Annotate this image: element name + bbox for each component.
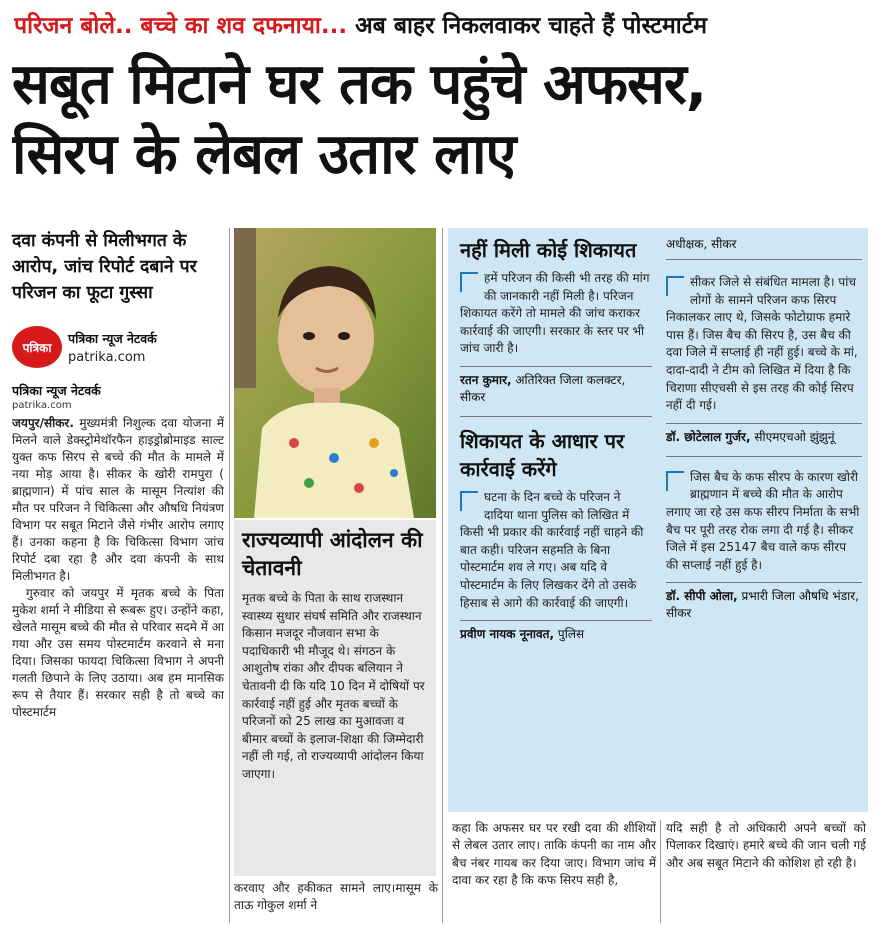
brand-site: patrika.com xyxy=(68,349,146,365)
headline-line-2: सिरप के लेबल उतार लाए xyxy=(12,122,516,187)
kicker-black: अब बाहर निकलवाकर चाहते हैं पोस्टमार्टम xyxy=(347,13,708,39)
para-1-text: मुख्यमंत्री निशुल्क दवा योजना में मिलने वाले डेक्स्ट्रोमेथॉरफैन हाइड्रोब्रोमाइड साल्ट युक्त कफ सिरप से बच्चे की मौत के मामले में नया मोड़ आया है। सीकर के खोरी रामपुरा ( ब्राह्मणान) में पांच साल के मासूम नित्यांश की मौत पर परिजन ने चिकित्सा और औषधि नियंत्रण विभाग पर सबूत मिटाने जैसे गंभीर आरोप लगाए हैं। उनका कहना है कि चिकित्सा विभाग जांच रिपोर्ट दबा रहा है और दवा कंपनी के साथ मिलीभगत है। xyxy=(12,416,224,583)
column-3 xyxy=(460,236,652,643)
headline xyxy=(12,50,872,190)
agitation-warning-box xyxy=(234,520,436,876)
heading-action-on-complaint: शिकायत के आधार पर कार्रवाई करेंगे xyxy=(460,428,625,481)
quote-mark-icon xyxy=(666,471,684,491)
byline-site: patrika.com xyxy=(12,400,72,411)
article-body-1 xyxy=(12,415,224,867)
article-para-2: गुरुवार को जयपुर में मृतक बच्चे के पिता मुकेश शर्मा ने मीडिया से रूबरू हुए। उन्होंने कहा, खेलते मासूम बच्चे की मौत से परिवार सदमे में आ गया और उस समय पोस्टमार्टम करवाने से मना दिया। जिसका फायदा चिकित्सा विभाग ने अपनी गलती छिपाने के लिए उठाया। अब हम मानसिक रूप से तैयार हैं। सरकार सही है तो बच्चे का पोस्टमार्टम xyxy=(12,586,224,719)
divider xyxy=(666,456,862,457)
quote-4 xyxy=(666,469,862,575)
byline: पत्रिका न्यूज नेटवर्क xyxy=(12,383,101,398)
column-2-bottom-text: करवाए और हकीकत सामने लाए।मासूम के ताऊ गोकुल शर्मा ने xyxy=(234,881,438,912)
brand-text xyxy=(68,330,157,365)
sig-1-name: रतन कुमार, xyxy=(460,372,512,387)
quote-4-text: जिस बैच के कफ सीरप के कारण खोरी ब्राह्मणान में बच्चे की मौत के आरोप लगाए जा रहे उस कफ सीरप निर्माता के सभी बैच पर पूरी तरह रोक लगा दी गई है। सीकर जिले में इस 25147 बैच वाले कफ सीरप की सप्लाई नहीं हुई है। xyxy=(666,469,860,572)
signature-3 xyxy=(666,423,862,446)
heading-no-complaint: नहीं मिली कोई शिकायत xyxy=(460,238,637,262)
headline-line-1: सबूत मिटाने घर तक पहुंचे अफसर, xyxy=(12,52,707,117)
column-rule xyxy=(442,228,443,923)
signature-4 xyxy=(666,582,862,622)
column-3-bottom-text: कहा कि अफसर घर पर रखी दवा की शीशियों से लेबल उतार लाए। ताकि कंपनी का नाम और बैच नंबर गायब कर दिया जाए। विभाग जांच में दावा कर रहा है कि कफ सिरप सही है, xyxy=(452,821,656,888)
sig-4-role: प्रभारी जिला औषधि भंडार, सीकर xyxy=(666,589,859,621)
sig-2-role: पुलिस xyxy=(554,627,585,642)
quote-1 xyxy=(460,270,652,358)
divider xyxy=(666,259,862,260)
quote-3 xyxy=(666,274,862,415)
quote-1-text: हमें परिजन की किसी भी तरह की मांग की जानकारी नहीं मिली है। परिजन शिकायत करेंगे तो मामले की जांच कराकर कार्रवाई की जाएगी। सरकार के स्तर पर भी जांच जारी है। xyxy=(460,271,650,356)
box-text: मृतक बच्चे के पिता के साथ राजस्थान स्वास्थ्य सुधार संघर्ष समिति और राजस्थान किसान मजदूर नौजवान सभा के पदाधिकारी भी मौजूद थे। संगठन के आशुतोष रांका और दीपक बलियान ने चेतावनी दी कि यदि 10 दिन में दोषियों पर कार्रवाई नहीं हुई और मृतक बच्चों के परिजनों को 25 लाख का मुआवजा व बीमार बच्चों के इलाज-शिक्षा की जिम्मेदारी नहीं ली गई, तो राज्यव्यापी आंदोलन किया जाएगा। xyxy=(242,591,425,781)
box-title: राज्यव्यापी आंदोलन की चेतावनी xyxy=(242,528,423,580)
child-photo xyxy=(234,228,436,518)
sig-2-name: प्रवीण नायक नूनावत, xyxy=(460,627,555,642)
kicker-red: परिजन बोले.. बच्चे का शव दफनाया... xyxy=(14,13,348,39)
column-4-bottom-text: यदि सही है तो अधिकारी अपने बच्चों को पिलाकर दिखाएं। हमारे बच्चे की जान चली गई और अब सबूत मिटाने की कोशिश हो रही है। xyxy=(666,821,866,870)
signature-2 xyxy=(460,620,652,643)
subheadline: दवा कंपनी से मिलीभगत के आरोप, जांच रिपोर्ट दबाने पर परिजन का फूटा गुस्सा xyxy=(12,231,197,303)
brand-row xyxy=(12,324,224,370)
sig-1-role: अतिरिक्त जिला कलक्टर, सीकर xyxy=(460,372,626,404)
quote-2 xyxy=(460,489,652,612)
top-role-line: अधीक्षक, सीकर xyxy=(666,237,737,251)
dateline: जयपुर/सीकर. xyxy=(12,416,74,430)
patrika-logo: पत्रिका xyxy=(12,326,62,368)
column-4 xyxy=(666,236,862,622)
brand-name: पत्रिका न्यूज नेटवर्क xyxy=(68,330,157,346)
quote-mark-icon xyxy=(460,491,478,511)
sig-3-role: सीएमएचओ झुंझुनूं xyxy=(750,429,835,444)
column-rule xyxy=(660,820,661,923)
kicker xyxy=(14,8,869,42)
quote-mark-icon xyxy=(460,272,478,292)
signature-1 xyxy=(460,366,652,406)
quote-mark-icon xyxy=(666,276,684,296)
child-photo-illustration xyxy=(234,228,436,518)
column-1 xyxy=(12,228,224,867)
quote-3-text: सीकर जिले से संबंधित मामला है। पांच लोगों के सामने परिजन कफ सिरप निकालकर लाए थे, जिसके फोटोग्राफ हमारे पास हैं। जिस बैच की सिरप है, उस बैच की दवा जिले में सप्लाई ही नहीं हुई। बच्चे के मां, दादा-दादी ने टीम को लिखित में दिया है कि चिराणा सीएचसी से इस तरह की कोई सिरप नहीं दी गई। xyxy=(666,275,858,413)
divider xyxy=(460,416,652,417)
article-para-1 xyxy=(12,415,224,585)
column-rule xyxy=(229,228,230,923)
quote-2-text: घटना के दिन बच्चे के परिजन ने दादिया थाना पुलिस को लिखित में किसी भी प्रकार की कार्रवाई नहीं चाहने की बात कही। परिजन सहमति के बिना पोस्टमार्टम शव ले गए। अब यदि वे पोस्टमार्टम के लिए लिखकर देंगे तो उसके हिसाब से आगे की कार्रवाई की जाएगी। xyxy=(460,489,644,610)
sig-3-name: डॉ. छोटेलाल गुर्जर, xyxy=(666,429,751,444)
sig-4-name: डॉ. सीपी ओला, xyxy=(666,589,738,604)
